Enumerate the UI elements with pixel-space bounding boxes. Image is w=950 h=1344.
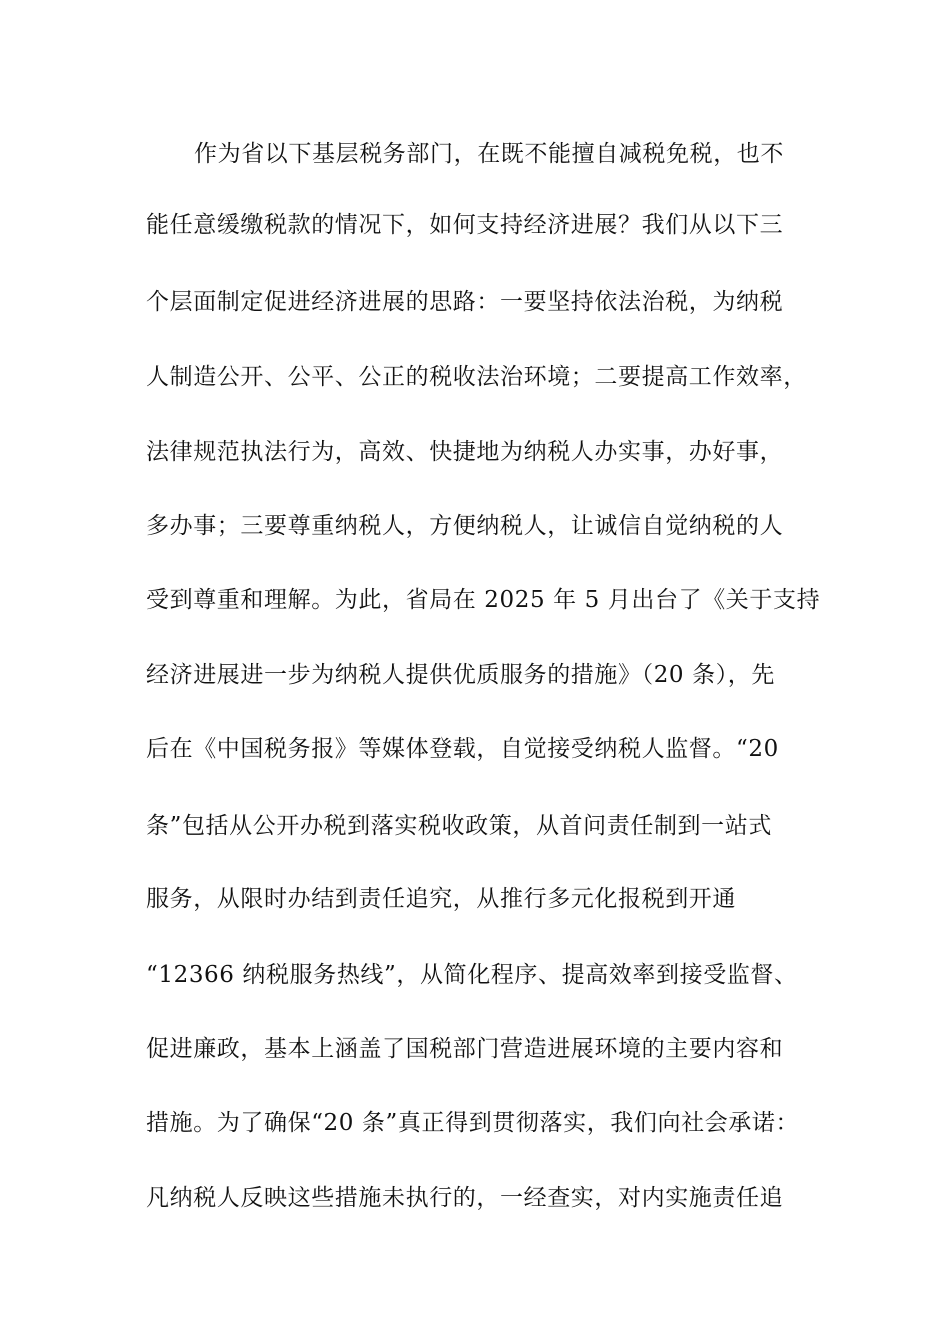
paragraph-line: 经济进展进一步为纳税人提供优质服务的措施》（20 条），先 (146, 662, 775, 688)
paragraph-line: 措施。为了确保“20 条”真正得到贯彻落实，我们向社会承诺： (146, 1110, 800, 1136)
paragraph-line: 作为省以下基层税务部门，在既不能擅自减税免税，也不 (194, 141, 784, 167)
paragraph-line: 能任意缓缴税款的情况下，如何支持经济进展？我们从以下三 (146, 212, 784, 238)
paragraph-line: 受到尊重和理解。为此，省局在 2025 年 5 月出台了《关于支持 (146, 587, 821, 613)
paragraph-line: 多办事；三要尊重纳税人，方便纳税人，让诚信自觉纳税的人 (146, 513, 784, 539)
paragraph-line: 促进廉政，基本上涵盖了国税部门营造进展环境的主要内容和 (146, 1036, 784, 1062)
paragraph-line: 后在《中国税务报》等媒体登载，自觉接受纳税人监督。“20 (146, 736, 779, 762)
paragraph-line: 条”包括从公开办税到落实税收政策，从首问责任制到一站式 (146, 813, 772, 839)
paragraph-line: 人制造公开、公平、公正的税收法治环境；二要提高工作效率， (146, 364, 807, 390)
paragraph-line: 法律规范执法行为，高效、快捷地为纳税人办实事，办好事， (146, 439, 784, 465)
paragraph-line: 凡纳税人反映这些措施未执行的，一经查实，对内实施责任追 (146, 1185, 784, 1211)
paragraph-line: 个层面制定促进经济进展的思路：一要坚持依法治税，为纳税 (146, 289, 784, 315)
paragraph-line: 服务，从限时办结到责任追究，从推行多元化报税到开通 (146, 886, 736, 912)
paragraph-line: “12366 纳税服务热线”，从简化程序、提高效率到接受监督、 (146, 962, 798, 988)
